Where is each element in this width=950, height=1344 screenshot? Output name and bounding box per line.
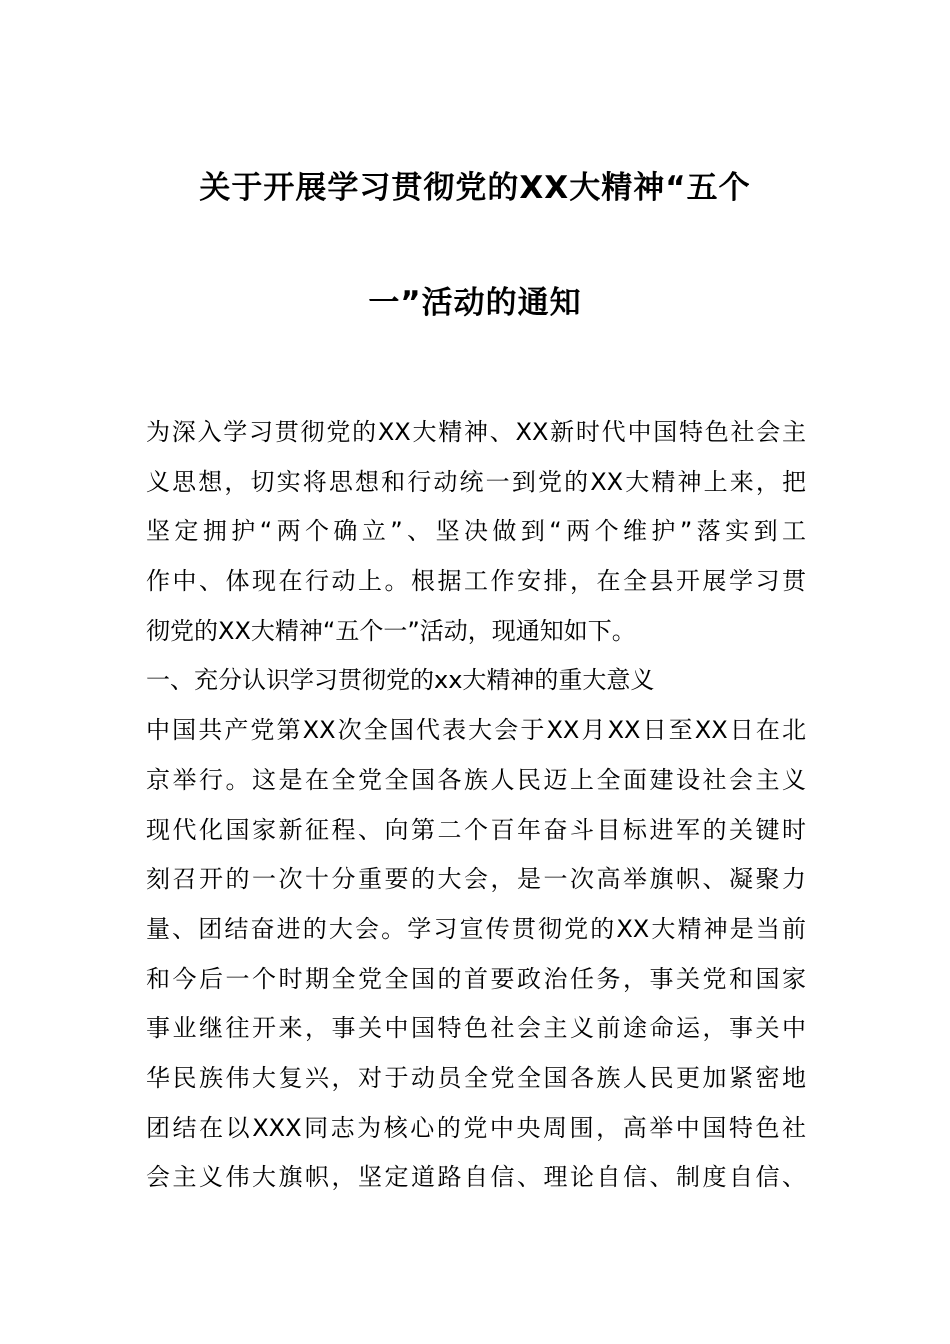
body-text-line: 现代化国家新征程、向第二个百年奋斗目标进军的关键时 bbox=[146, 815, 806, 844]
document-body bbox=[146, 413, 806, 1208]
document-title-line-1: 关于开展学习贯彻党的XX大精神“五个 bbox=[199, 170, 751, 206]
body-text-line: 会主义伟大旗帜，坚定道路自信、理论自信、制度自信、 bbox=[146, 1163, 806, 1192]
body-text-line: 彻党的XX大精神“五个一”活动，现通知如下。 bbox=[146, 616, 636, 645]
body-text-line: 量、团结奋进的大会。学习宣传贯彻党的XX大精神是当前 bbox=[146, 914, 806, 943]
body-text-line: 京举行。这是在全党全国各族人民迈上全面建设社会主义 bbox=[146, 765, 806, 794]
body-text-line: 作中、体现在行动上。根据工作安排，在全县开展学习贯 bbox=[146, 567, 806, 596]
section-heading: 一、充分认识学习贯彻党的xx大精神的重大意义 bbox=[146, 666, 655, 695]
body-text-line: 中国共产党第XX次全国代表大会于XX月XX日至XX日在北 bbox=[146, 716, 806, 745]
document-title-line-2: 一”活动的通知 bbox=[368, 285, 582, 321]
body-text-line: 坚定拥护“两个确立”、坚决做到“两个维护”落实到工 bbox=[146, 517, 806, 546]
body-text-line: 和今后一个时期全党全国的首要政治任务，事关党和国家 bbox=[146, 964, 806, 993]
body-text-line: 团结在以XXX同志为核心的党中央周围，高举中国特色社 bbox=[146, 1113, 806, 1142]
body-text-line: 华民族伟大复兴，对于动员全党全国各族人民更加紧密地 bbox=[146, 1063, 806, 1092]
body-text-line: 事业继往开来，事关中国特色社会主义前途命运，事关中 bbox=[146, 1014, 806, 1043]
body-text-line: 义思想，切实将思想和行动统一到党的XX大精神上来，把 bbox=[146, 467, 806, 496]
body-text-line: 为深入学习贯彻党的XX大精神、XX新时代中国特色社会主 bbox=[146, 418, 806, 446]
body-text-line: 刻召开的一次十分重要的大会，是一次高举旗帜、凝聚力 bbox=[146, 865, 806, 894]
